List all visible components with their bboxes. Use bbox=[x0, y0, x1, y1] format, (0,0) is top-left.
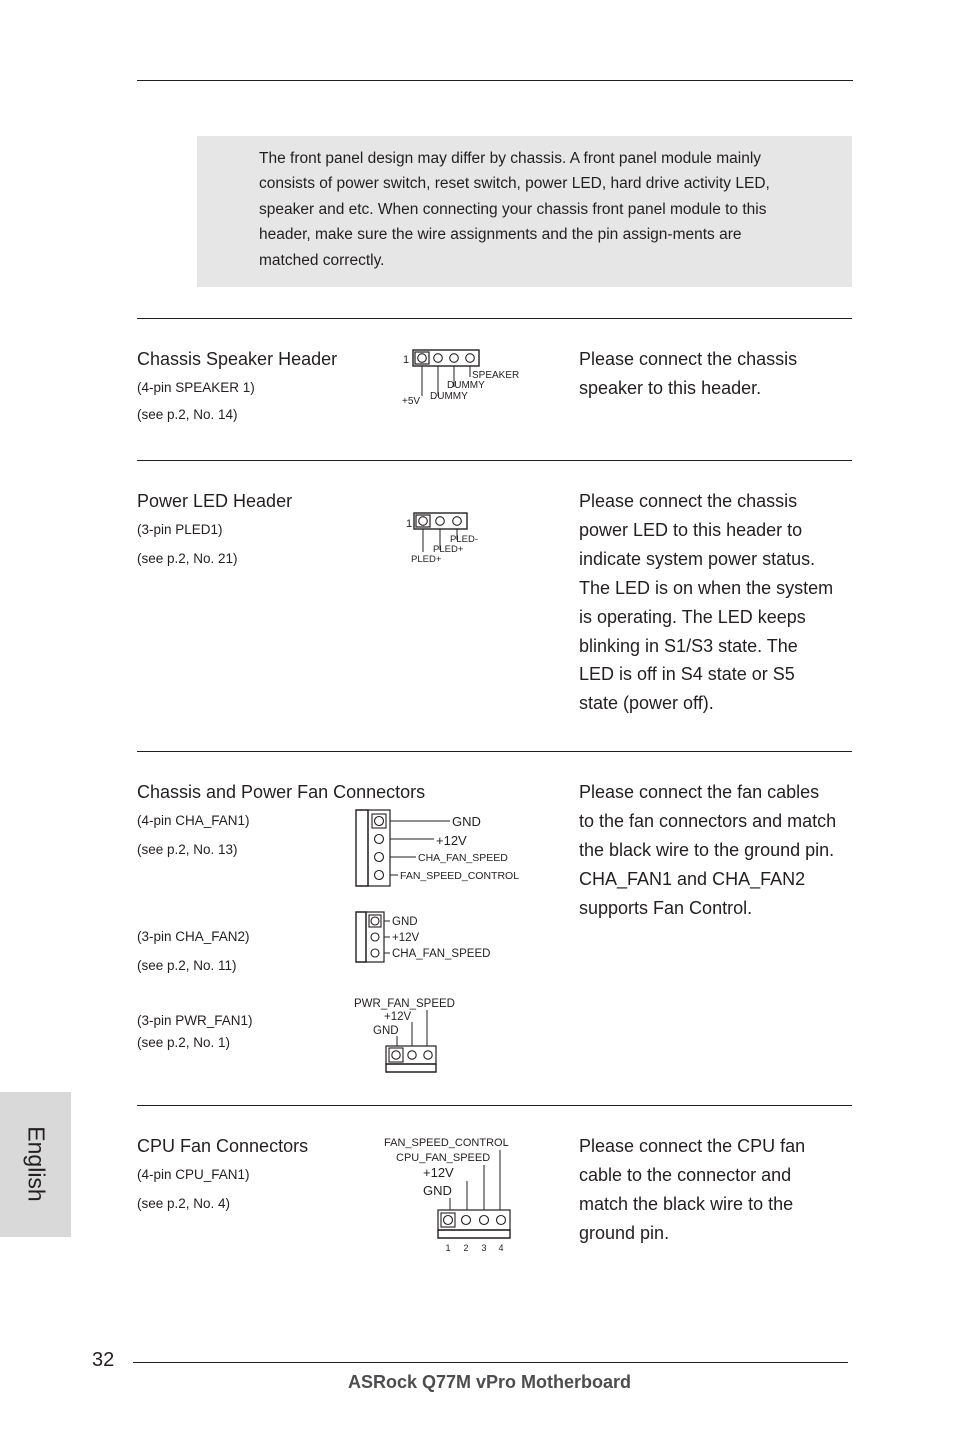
diagram-label: GND bbox=[392, 916, 418, 928]
diagram-pin-number: 1 bbox=[445, 1243, 451, 1253]
diagram-label: GND bbox=[373, 1025, 399, 1037]
cha-fan1-diagram bbox=[352, 808, 534, 890]
diagram-label: +12V bbox=[436, 833, 467, 848]
desc-line: cable to the connector and bbox=[579, 1164, 792, 1185]
diagram-pin1-label: 1 bbox=[406, 518, 413, 530]
cha-fan1-sub2: (see p.2, No. 13) bbox=[137, 842, 238, 857]
diagram-pin-number: 4 bbox=[498, 1243, 504, 1253]
diagram-pin-number: 3 bbox=[481, 1243, 487, 1253]
desc-line: Please connect the chassis bbox=[579, 491, 798, 511]
diagram-label: DUMMY bbox=[447, 380, 485, 391]
section-divider bbox=[137, 751, 852, 752]
desc-line: power LED to this header to bbox=[579, 519, 803, 540]
diagram-label: GND bbox=[452, 814, 481, 829]
diagram-label: FAN_SPEED_CONTROL bbox=[400, 870, 520, 882]
speaker-sub1: (4-pin SPEAKER 1) bbox=[137, 380, 255, 395]
note-line: matched correctly. bbox=[259, 251, 385, 269]
section-divider bbox=[137, 318, 852, 319]
desc-line: is operating. The LED keeps bbox=[579, 606, 806, 627]
diagram-label: +12V bbox=[423, 1165, 454, 1180]
desc-line: LED is off in S4 state or S5 bbox=[579, 664, 795, 685]
cha-fan2-diagram bbox=[352, 910, 512, 966]
cpu-fan-title: CPU Fan Connectors bbox=[137, 1136, 309, 1156]
desc-line: Please connect the CPU fan bbox=[579, 1136, 806, 1156]
cpu-fan-description bbox=[579, 1132, 859, 1248]
speaker-title: Chassis Speaker Header bbox=[137, 349, 338, 369]
desc-line: Please connect the fan cables bbox=[579, 782, 820, 802]
desc-line: speaker to this header. bbox=[579, 377, 762, 398]
diagram-label: +12V bbox=[384, 1011, 412, 1023]
desc-line: state (power off). bbox=[579, 693, 714, 714]
cpu-fan-diagram bbox=[380, 1134, 515, 1254]
cpu-fan-sub2: (see p.2, No. 4) bbox=[137, 1196, 231, 1211]
cha-fan2-sub2: (see p.2, No. 11) bbox=[137, 958, 237, 973]
desc-line: the black wire to the ground pin. bbox=[579, 839, 835, 860]
pled-sub2: (see p.2, No. 21) bbox=[137, 551, 238, 566]
pled-title: Power LED Header bbox=[137, 491, 293, 511]
diagram-label: DUMMY bbox=[430, 391, 468, 402]
pwr-fan1-sub1: (3-pin PWR_FAN1) bbox=[137, 1013, 253, 1028]
cpu-fan-sub1: (4-pin CPU_FAN1) bbox=[137, 1167, 250, 1182]
note-line: The front panel design may differ by chassis. A front panel module mainly bbox=[259, 150, 762, 167]
speaker-header-diagram bbox=[400, 346, 530, 408]
speaker-sub2: (see p.2, No. 14) bbox=[137, 407, 238, 422]
desc-line: blinking in S1/S3 state. The bbox=[579, 635, 798, 656]
diagram-label: +5V bbox=[402, 396, 421, 407]
note-text bbox=[259, 146, 829, 273]
desc-line: match the black wire to the bbox=[579, 1193, 794, 1214]
desc-line: indicate system power status. bbox=[579, 548, 816, 569]
note-line: header, make sure the wire assignments and the pin assign-ments are bbox=[259, 226, 742, 244]
diagram-label: PLED+ bbox=[433, 544, 464, 555]
section-divider bbox=[137, 460, 852, 461]
cha-fan2-sub1: (3-pin CHA_FAN2) bbox=[137, 929, 250, 944]
diagram-label: PWR_FAN_SPEED bbox=[354, 998, 455, 1010]
desc-line: The LED is on when the system bbox=[579, 577, 834, 598]
desc-line: ground pin. bbox=[579, 1222, 670, 1243]
desc-line: Please connect the chassis bbox=[579, 349, 798, 369]
power-led-header-diagram bbox=[404, 508, 494, 568]
desc-line: to the fan connectors and match bbox=[579, 810, 837, 831]
note-line: speaker and etc. When connecting your chassis front panel module to this bbox=[259, 200, 767, 218]
footer-rule bbox=[133, 1362, 848, 1363]
desc-line: supports Fan Control. bbox=[579, 897, 753, 918]
speaker-description bbox=[579, 345, 859, 403]
diagram-label: SPEAKER bbox=[472, 370, 520, 381]
cha-fan1-sub1: (4-pin CHA_FAN1) bbox=[137, 813, 250, 828]
top-rule bbox=[137, 80, 853, 81]
note-line: consists of power switch, reset switch, power LED, hard drive activity LED, bbox=[259, 175, 770, 193]
note-box bbox=[197, 136, 852, 287]
diagram-label: PLED- bbox=[450, 534, 478, 545]
diagram-pin1-label: 1 bbox=[403, 354, 410, 366]
desc-line: CHA_FAN1 and CHA_FAN2 bbox=[579, 868, 806, 889]
section-divider bbox=[137, 1105, 852, 1106]
diagram-pin-number: 2 bbox=[463, 1243, 469, 1253]
pled-description bbox=[579, 487, 859, 718]
diagram-label: +12V bbox=[392, 932, 420, 944]
diagram-label: CHA_FAN_SPEED bbox=[418, 852, 508, 864]
diagram-label: GND bbox=[423, 1183, 452, 1198]
pled-sub1: (3-pin PLED1) bbox=[137, 522, 223, 537]
fans-title: Chassis and Power Fan Connectors bbox=[137, 782, 426, 802]
pwr-fan1-diagram bbox=[352, 994, 482, 1076]
language-label: English bbox=[23, 1126, 50, 1202]
footer-title: ASRock Q77M vPro Motherboard bbox=[348, 1372, 632, 1392]
diagram-label: PLED+ bbox=[411, 554, 442, 565]
language-side-tab bbox=[0, 1092, 71, 1237]
pwr-fan1-sub2: (see p.2, No. 1) bbox=[137, 1035, 231, 1050]
diagram-label: CHA_FAN_SPEED bbox=[392, 948, 491, 960]
diagram-label: FAN_SPEED_CONTROL bbox=[384, 1137, 509, 1149]
diagram-label: CPU_FAN_SPEED bbox=[396, 1152, 491, 1164]
page-number: 32 bbox=[92, 1349, 115, 1371]
fans-description bbox=[579, 778, 859, 923]
